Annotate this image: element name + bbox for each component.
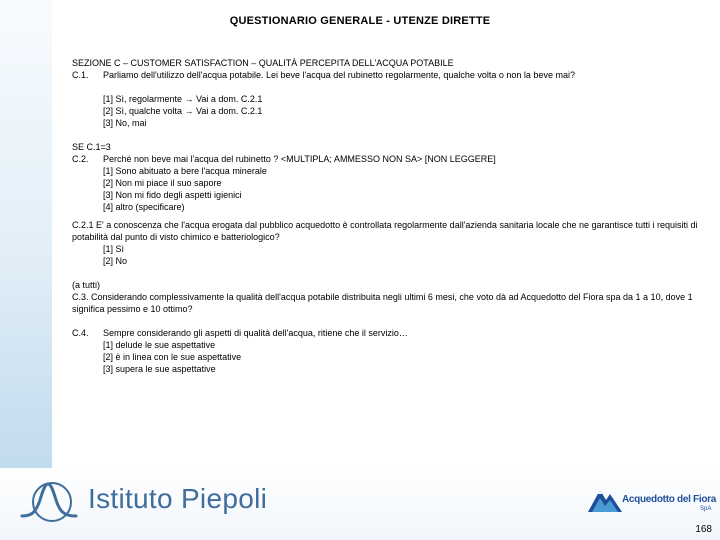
answer-option: [3] No, mai (103, 118, 147, 128)
answer-option: [2] è in linea con le sue aspettative (103, 352, 242, 362)
brand-name: Istituto Piepoli (88, 483, 268, 514)
question-number: C.4. (72, 328, 89, 338)
condition-label: (a tutti) (72, 280, 101, 290)
answer-option: [1] Sì, regolarmente → Vai a dom. C.2.1 (103, 94, 263, 104)
istituto-piepoli-logo-icon (18, 478, 80, 528)
question-text: Sempre considerando gli aspetti di qualità dell'acqua, ritiene che il servizio… (103, 328, 408, 338)
questionnaire-body (72, 57, 712, 375)
answer-option: [1] delude le sue aspettative (103, 340, 216, 350)
answer-option: [1] Sono abituato a bere l'acqua minerale (103, 166, 267, 176)
answer-option: [3] supera le sue aspettative (103, 364, 216, 374)
answer-option: [1] Sì (103, 244, 125, 254)
question-c4 (72, 327, 712, 339)
answer-option: [2] Sì, qualche volta → Vai a dom. C.2.1 (103, 106, 263, 116)
answer-option: [2] Non mi piace il suo sapore (103, 178, 222, 188)
question-text: Perché non beve mai l'acqua del rubinetto ? <MULTIPLA; AMMESSO NON SA> [NON LEGGERE] (103, 154, 496, 164)
partner-suffix: SpA (700, 506, 712, 512)
section-heading: SEZIONE C – CUSTOMER SATISFACTION – QUALITÀ PERCEPITA DELL'ACQUA POTABILE (72, 58, 454, 68)
left-sidebar-band (0, 0, 52, 540)
answer-option: [2] No (103, 256, 128, 266)
question-text: Parliamo dell'utilizzo dell'acqua potabile. Lei beve l'acqua del rubinetto regolarmente, qualche volta o non la beve mai? (103, 70, 575, 80)
answer-option: [3] Non mi fido degli aspetti igienici (103, 190, 242, 200)
question-number: C.2. (72, 154, 89, 164)
question-number: C.1. (72, 70, 89, 80)
answer-option: [4] altro (specificare) (103, 202, 185, 212)
page-title: QUESTIONARIO GENERALE - UTENZE DIRETTE (229, 15, 491, 27)
question-c3: C.3. Considerando complessivamente la qualità dell'acqua potabile distribuita negli ultimi 6 mesi, che voto dà ad Acquedotto del Fiora spa da 1 a 10, dove 1 significa pessimo e 10 ottimo? (72, 292, 693, 314)
question-c1 (72, 69, 712, 81)
question-c2-1: C.2.1 E' a conoscenza che l'acqua erogata dal pubblico acquedotto è controllata regolarmente dall'azienda sanitaria locale che ne garantisce tutti i requisiti di potabilità dal punto di visto chimico e batteriologico? (72, 220, 698, 242)
condition-label: SE C.1=3 (72, 142, 111, 152)
page-number: 168 (695, 524, 712, 535)
acquedotto-mountain-icon (588, 484, 622, 514)
question-c2 (72, 153, 712, 165)
partner-name: Acquedotto del Fiora (622, 494, 717, 505)
